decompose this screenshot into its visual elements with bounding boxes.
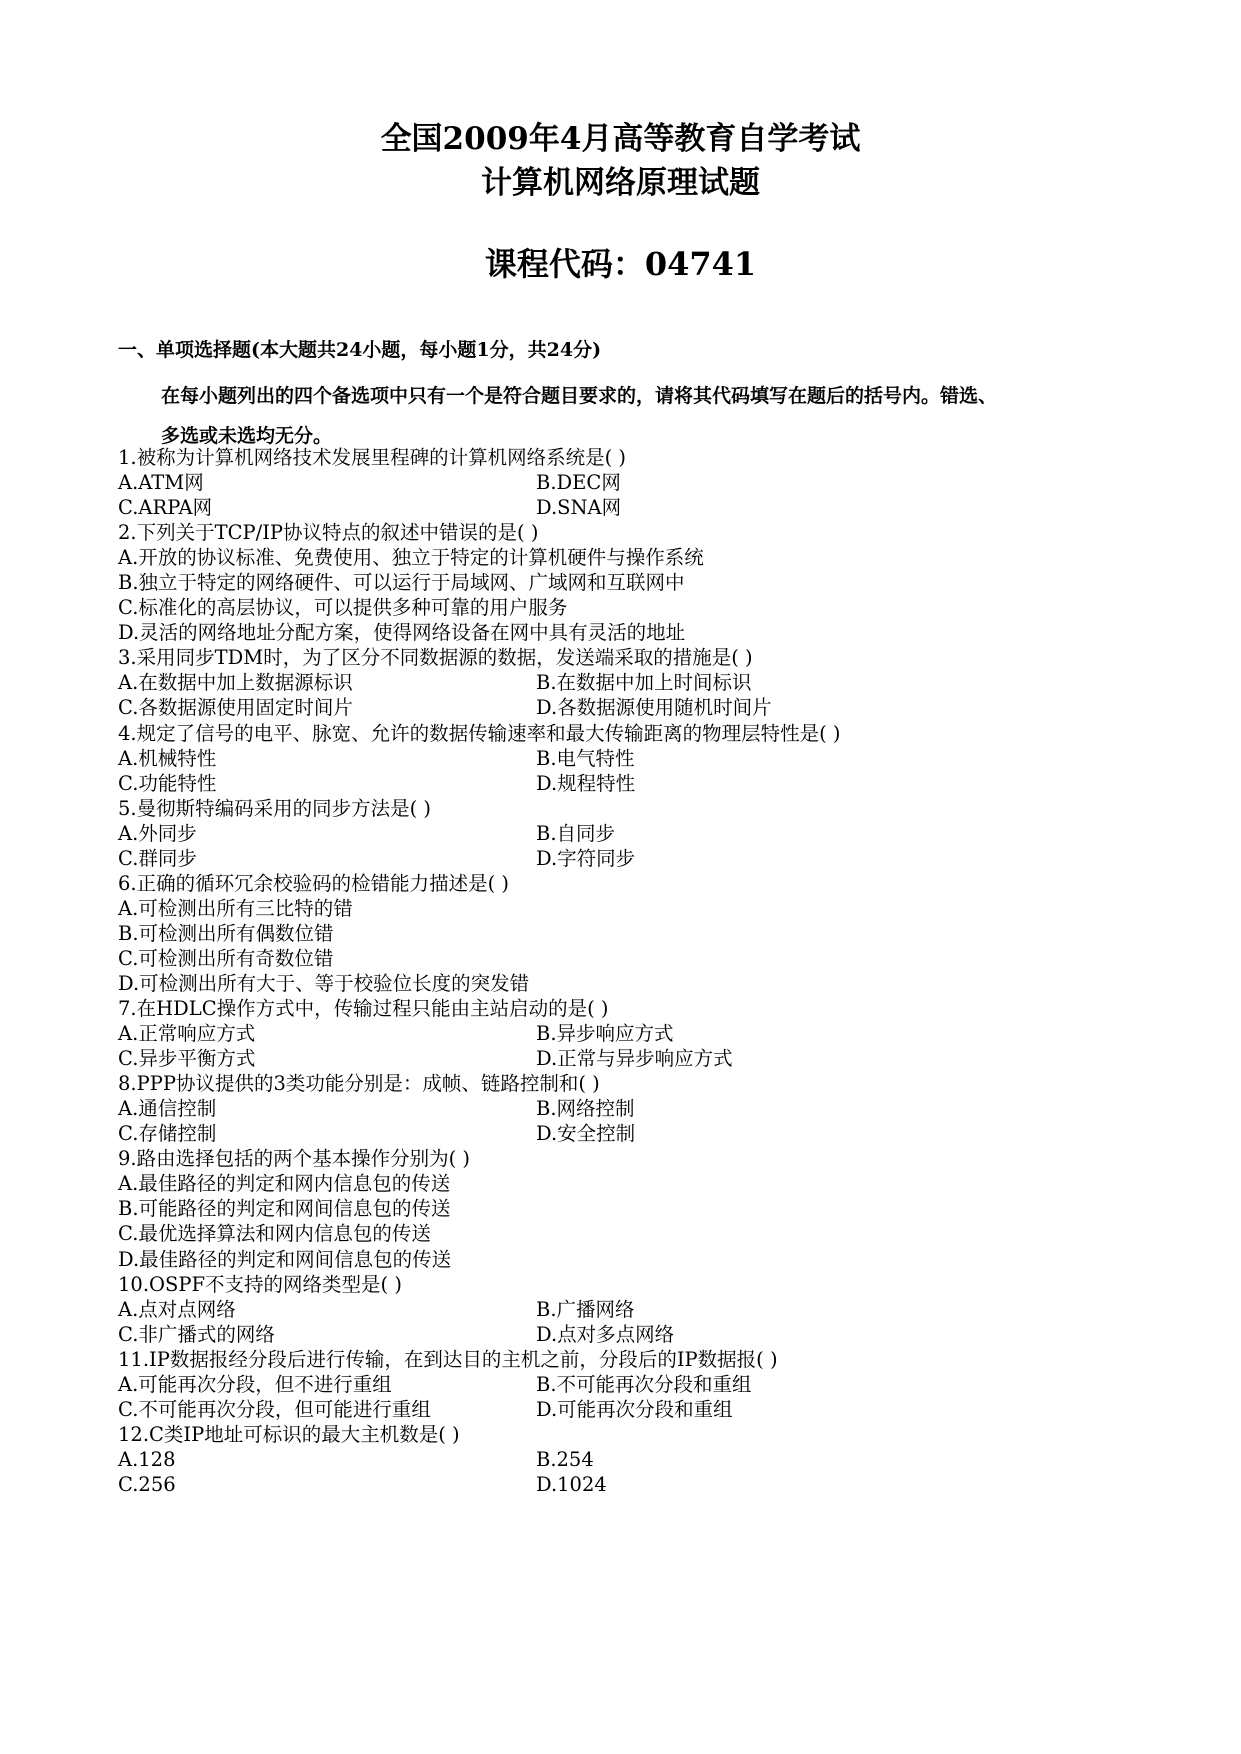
option-right: B.自同步	[536, 821, 616, 845]
section-instruction-line2: 多选或未选均无分。	[161, 425, 333, 447]
question-item	[118, 1272, 1128, 1347]
option-row	[118, 1121, 1128, 1146]
option-line: D.可检测出所有大于、等于校验位长度的突发错	[118, 971, 530, 995]
question-stem: 10.OSPF不支持的网络类型是( )	[118, 1272, 402, 1296]
option-row	[118, 470, 1128, 495]
option-row	[118, 1472, 1128, 1497]
option-line: A.最佳路径的判定和网内信息包的传送	[118, 1172, 451, 1196]
option-left: A.可能再次分段，但不进行重组	[118, 1372, 392, 1396]
option-right: D.各数据源使用随机时间片	[536, 696, 772, 720]
option-row	[118, 1322, 1128, 1347]
option-right: D.SNA网	[536, 496, 622, 520]
section-instruction-line1: 在每小题列出的四个备选项中只有一个是符合题目要求的，请将其代码填写在题后的括号内。错选、	[161, 385, 998, 407]
option-right: B.网络控制	[536, 1097, 635, 1121]
option-right: B.254	[536, 1447, 594, 1471]
option-left: A.在数据中加上数据源标识	[118, 671, 353, 695]
option-right: B.电气特性	[536, 746, 635, 770]
question-item	[118, 520, 1128, 645]
option-right: B.不可能再次分段和重组	[536, 1372, 752, 1396]
option-line: B.可能路径的判定和网间信息包的传送	[118, 1197, 451, 1221]
question-item	[118, 1146, 1128, 1271]
option-row	[118, 670, 1128, 695]
option-left: A.128	[118, 1447, 176, 1471]
option-right: D.正常与异步响应方式	[536, 1047, 733, 1071]
option-right: B.在数据中加上时间标识	[536, 671, 752, 695]
question-item	[118, 1347, 1128, 1422]
option-line: B.独立于特定的网络硬件、可以运行于局域网、广域网和互联网中	[118, 571, 685, 595]
option-row	[118, 1372, 1128, 1397]
option-line: D.最佳路径的判定和网间信息包的传送	[118, 1247, 452, 1271]
option-row	[118, 1447, 1128, 1472]
question-item	[118, 796, 1128, 871]
option-right: D.可能再次分段和重组	[536, 1397, 733, 1421]
option-left: C.群同步	[118, 846, 197, 870]
option-left: A.正常响应方式	[118, 1022, 256, 1046]
option-left: C.ARPA网	[118, 496, 213, 520]
option-row	[118, 1297, 1128, 1322]
option-row	[118, 1046, 1128, 1071]
question-stem: 11.IP数据报经分段后进行传输，在到达目的主机之前，分段后的IP数据报( )	[118, 1347, 778, 1371]
option-left: C.非广播式的网络	[118, 1322, 275, 1346]
option-right: B.异步响应方式	[536, 1022, 674, 1046]
option-left: C.功能特性	[118, 771, 217, 795]
question-stem: 2.下列关于TCP/IP协议特点的叙述中错误的是( )	[118, 521, 539, 545]
option-left: C.不可能再次分段，但可能进行重组	[118, 1397, 431, 1421]
option-left: C.异步平衡方式	[118, 1047, 256, 1071]
option-row	[118, 846, 1128, 871]
question-stem: 5.曼彻斯特编码采用的同步方法是( )	[118, 796, 432, 820]
option-line: D.灵活的网络地址分配方案，使得网络设备在网中具有灵活的地址	[118, 621, 686, 645]
option-left: A.外同步	[118, 821, 197, 845]
section-heading: 一、单项选择题(本大题共24小题，每小题1分，共24分)	[118, 339, 602, 361]
exam-subject-title: 计算机网络原理试题	[481, 165, 760, 201]
question-item	[118, 1071, 1128, 1146]
question-stem: 3.采用同步TDM时，为了区分不同数据源的数据，发送端采取的措施是( )	[118, 646, 753, 670]
question-stem: 1.被称为计算机网络技术发展里程碑的计算机网络系统是( )	[118, 446, 627, 469]
question-item	[118, 445, 1128, 520]
option-line: A.开放的协议标准、免费使用、独立于特定的计算机硬件与操作系统	[118, 546, 704, 570]
option-row	[118, 1397, 1128, 1422]
option-right: D.1024	[536, 1472, 607, 1496]
exam-title: 全国2009年4月高等教育自学考试	[380, 121, 861, 157]
option-left: C.各数据源使用固定时间片	[118, 696, 353, 720]
question-stem: 12.C类IP地址可标识的最大主机数是( )	[118, 1422, 460, 1446]
option-line: B.可检测出所有偶数位错	[118, 921, 334, 945]
option-right: D.规程特性	[536, 771, 636, 795]
question-list	[118, 445, 1128, 1497]
option-line: C.标准化的高层协议，可以提供多种可靠的用户服务	[118, 596, 568, 620]
option-row	[118, 771, 1128, 796]
course-code: 课程代码：04741	[484, 245, 757, 283]
option-left: A.通信控制	[118, 1097, 217, 1121]
option-row	[118, 821, 1128, 846]
option-left: A.ATM网	[118, 471, 204, 495]
question-stem: 9.路由选择包括的两个基本操作分别为( )	[118, 1147, 471, 1171]
question-item	[118, 1422, 1128, 1497]
option-row	[118, 1021, 1128, 1046]
option-row	[118, 695, 1128, 720]
question-item	[118, 721, 1128, 796]
option-right: D.字符同步	[536, 846, 636, 870]
option-left: C.256	[118, 1472, 176, 1496]
question-item	[118, 871, 1128, 996]
option-right: B.广播网络	[536, 1297, 635, 1321]
option-row	[118, 495, 1128, 520]
option-left: C.存储控制	[118, 1122, 217, 1146]
question-stem: 7.在HDLC操作方式中，传输过程只能由主站启动的是( )	[118, 997, 609, 1021]
question-item	[118, 996, 1128, 1071]
question-stem: 6.正确的循环冗余校验码的检错能力描述是( )	[118, 871, 510, 895]
option-line: C.可检测出所有奇数位错	[118, 946, 334, 970]
option-right: D.安全控制	[536, 1122, 636, 1146]
option-line: A.可检测出所有三比特的错	[118, 896, 353, 920]
question-stem: 4.规定了信号的电平、脉宽、允许的数据传输速率和最大传输距离的物理层特性是( )	[118, 721, 841, 745]
option-right: B.DEC网	[536, 471, 621, 495]
question-stem: 8.PPP协议提供的3类功能分别是：成帧、链路控制和( )	[118, 1072, 600, 1096]
option-left: A.点对点网络	[118, 1297, 236, 1321]
option-line: C.最优选择算法和网内信息包的传送	[118, 1222, 431, 1246]
question-item	[118, 645, 1128, 720]
option-left: A.机械特性	[118, 746, 217, 770]
option-row	[118, 1096, 1128, 1121]
option-row	[118, 746, 1128, 771]
option-right: D.点对多点网络	[536, 1322, 675, 1346]
